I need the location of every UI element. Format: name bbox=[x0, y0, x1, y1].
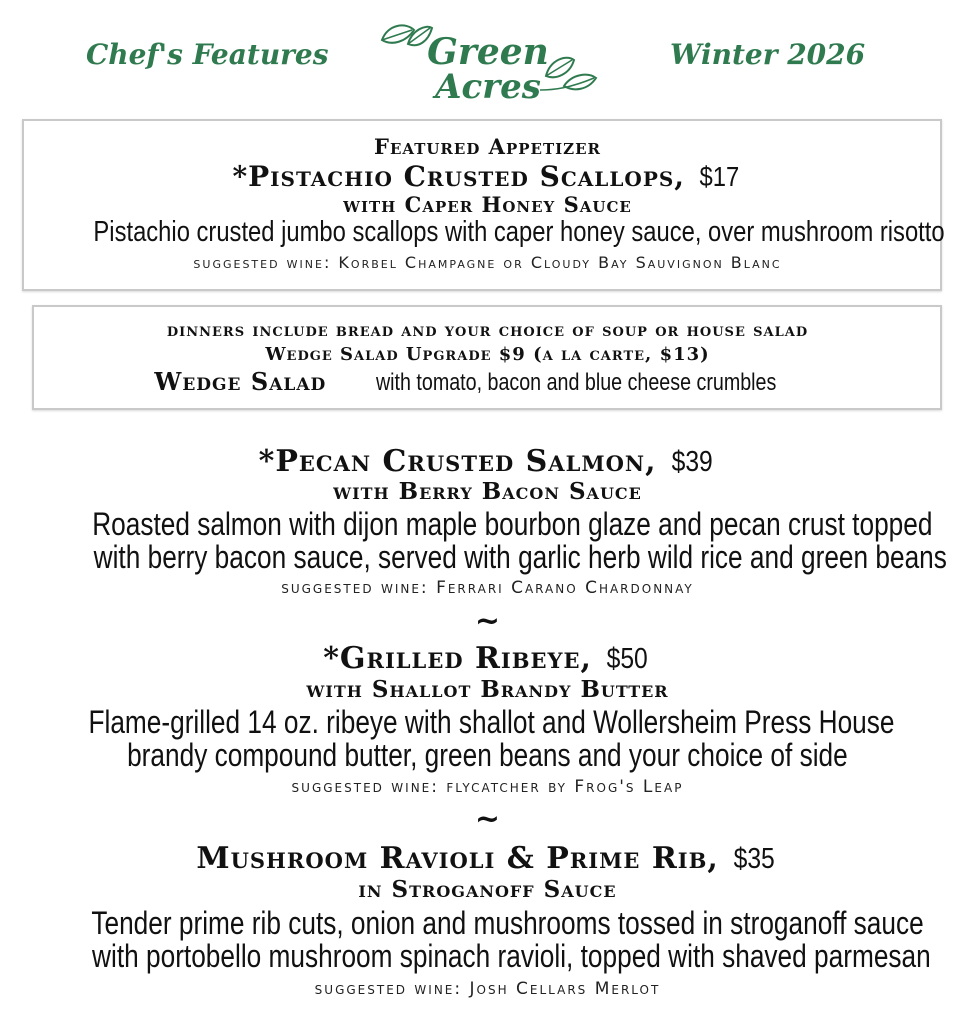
entree-sauce: in Stroganoff Sauce bbox=[358, 876, 617, 903]
entree-desc-1: Flame-grilled 14 oz. ribeye with shallot and Wollersheim Press House bbox=[88, 704, 895, 740]
entree-sauce: with Berry Bacon Sauce bbox=[333, 478, 642, 505]
entree-name-line bbox=[0, 641, 975, 676]
appetizer-sauce: with Caper Honey Sauce bbox=[343, 192, 632, 217]
entree-sauce: with Shallot Brandy Butter bbox=[306, 676, 669, 703]
entree-wine: suggested wine: Ferrari Carano Chardonnay bbox=[281, 578, 694, 598]
entree-wine: suggested wine: Josh Cellars Merlot bbox=[314, 979, 661, 999]
entree-price: $50 bbox=[607, 643, 649, 675]
entree-name-line bbox=[0, 444, 975, 479]
entree-desc-2: with portobello mushroom spinach ravioli, topped with shaved parmesan bbox=[92, 938, 931, 974]
appetizer-wine: suggested wine: Korbel Champagne or Cloudy Bay Sauvignon Blanc bbox=[193, 253, 782, 272]
entree-desc-2: brandy compound butter, green beans and your choice of side bbox=[127, 737, 848, 773]
entree-desc-1: Tender prime rib cuts, onion and mushrooms tossed in stroganoff sauce bbox=[91, 905, 924, 941]
dinner-info-line1: dinners include bread and your choice of soup or house salad bbox=[166, 320, 809, 341]
entree-name-line bbox=[0, 841, 975, 876]
wedge-salad-line bbox=[0, 367, 975, 397]
entree-desc-1: Roasted salmon with dijon maple bourbon glaze and pecan crust topped bbox=[92, 506, 933, 542]
entree-wine: suggested wine: flycatcher by Frog's Leap bbox=[291, 777, 684, 797]
entree-desc-2: with berry bacon sauce, served with garlic herb wild rice and green beans bbox=[93, 539, 947, 575]
appetizer-description: Pistachio crusted jumbo scallops with caper honey sauce, over mushroom risotto bbox=[93, 216, 945, 248]
logo-green: Green bbox=[427, 31, 549, 73]
entree-price: $35 bbox=[733, 843, 775, 875]
wedge-salad-name: Wedge Salad bbox=[154, 367, 327, 396]
leaf-icon bbox=[540, 46, 600, 98]
appetizer-name-line bbox=[0, 160, 975, 193]
entree-name: *Grilled Ribeye, bbox=[323, 641, 592, 676]
separator: ~ bbox=[474, 802, 501, 837]
appetizer-name: *Pistachio Crusted Scallops, bbox=[232, 160, 686, 193]
season-title: Winter 2026 bbox=[670, 38, 866, 71]
dinner-info-line2: Wedge Salad Upgrade $9 (a la carte, $13) bbox=[265, 344, 710, 365]
chefs-features-title: Chef's Features bbox=[86, 38, 329, 71]
entree-name: Mushroom Ravioli & Prime Rib, bbox=[196, 841, 719, 876]
appetizer-price: $17 bbox=[699, 161, 740, 192]
entree-price: $39 bbox=[671, 446, 713, 478]
wedge-salad-desc: with tomato, bacon and blue cheese crumbles bbox=[376, 369, 777, 396]
appetizer-heading: Featured Appetizer bbox=[374, 134, 601, 159]
entree-name: *Pecan Crusted Salmon, bbox=[258, 444, 657, 479]
separator: ~ bbox=[474, 604, 501, 639]
logo-acres: Acres bbox=[435, 67, 541, 107]
